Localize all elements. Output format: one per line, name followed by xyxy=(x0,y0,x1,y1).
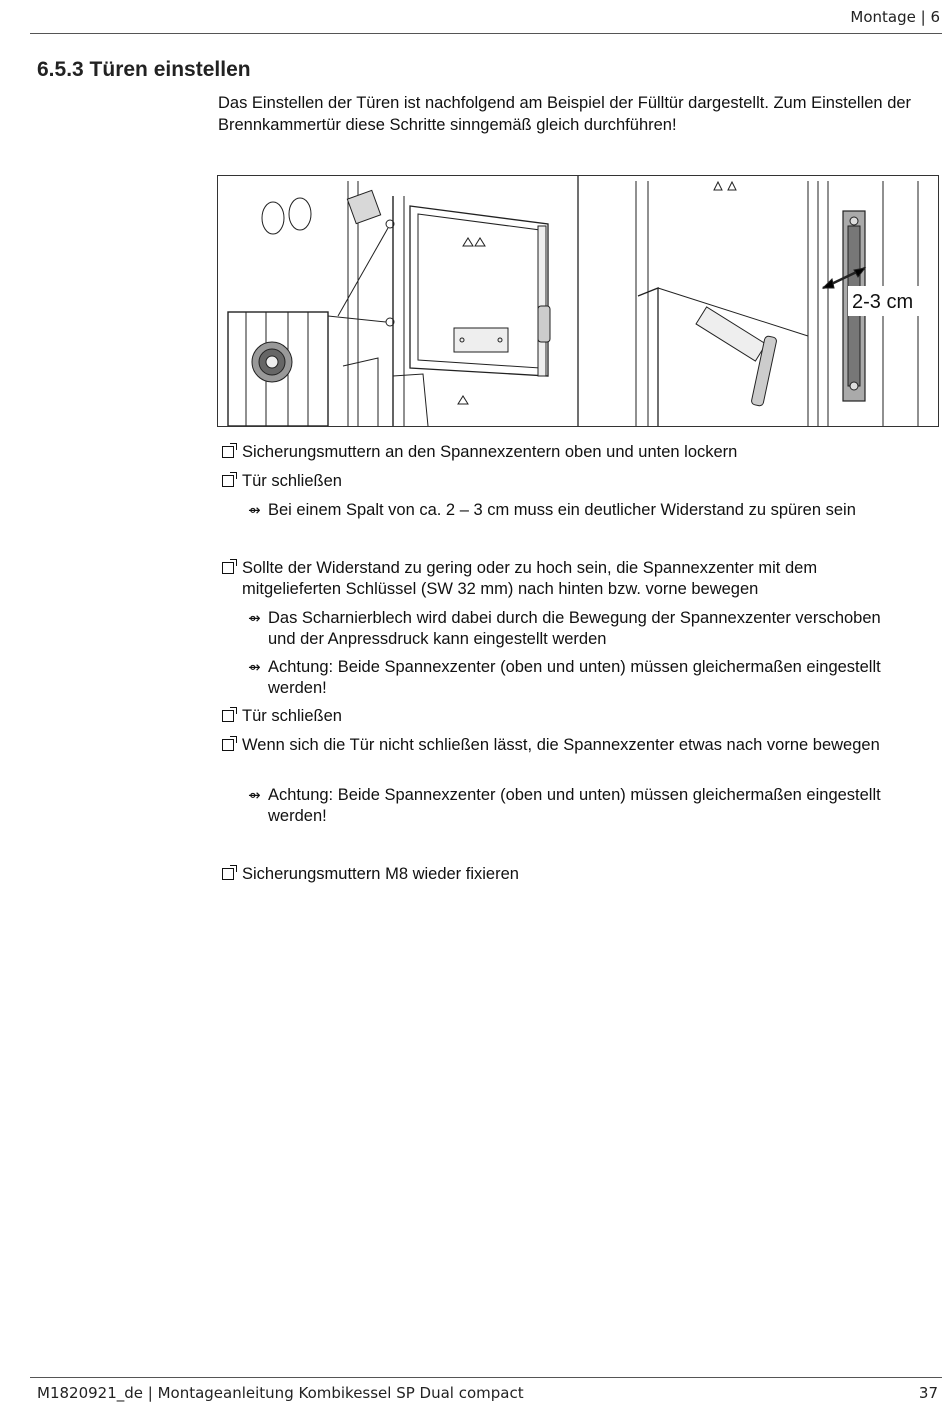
step-3-result-1 xyxy=(248,608,888,650)
step-3-result-1-text: Das Scharnierblech wird dabei durch die Bewegung der Spannexzenter verschoben und der Anpressdruck kann eingestellt werden xyxy=(268,609,881,648)
footer-page-number: 37 xyxy=(918,1384,938,1402)
header-divider xyxy=(30,33,942,34)
step-3-result-2 xyxy=(248,657,888,699)
checkbox-icon xyxy=(222,739,234,751)
step-1-text: Sicherungsmuttern an den Spannexzentern oben und unten lockern xyxy=(242,443,738,461)
step-5-text: Wenn sich die Tür nicht schließen lässt, die Spannexzenter etwas nach vorne bewegen xyxy=(242,736,880,754)
checkbox-icon xyxy=(222,710,234,722)
step-2-text: Tür schließen xyxy=(242,472,342,490)
checkbox-icon xyxy=(222,562,234,574)
footer-document: M1820921_de | Montageanleitung Kombikessel SP Dual compact xyxy=(37,1384,524,1402)
step-2 xyxy=(222,471,342,492)
step-3 xyxy=(222,558,912,600)
footer-divider xyxy=(30,1377,942,1378)
gap-label: 2-3 cm xyxy=(852,291,914,313)
step-5 xyxy=(222,735,912,756)
step-2-result-text: Bei einem Spalt von ca. 2 – 3 cm muss ein deutlicher Widerstand zu spüren sein xyxy=(268,501,856,519)
step-4 xyxy=(222,706,342,727)
step-2-result xyxy=(248,500,856,521)
section-title: 6.5.3 Türen einstellen xyxy=(37,58,251,81)
left-illustration xyxy=(228,176,578,426)
result-arrow-icon: ⇴ xyxy=(248,658,261,676)
step-3-text: Sollte der Widerstand zu gering oder zu hoch sein, die Spannexzenter mit dem mitgelieferten Schlüssel (SW 32 mm) nach hinten bzw. vorne bewegen xyxy=(242,559,818,598)
door-adjustment-figure xyxy=(217,175,939,427)
checkbox-icon xyxy=(222,446,234,458)
step-6-text: Sicherungsmuttern M8 wieder fixieren xyxy=(242,865,519,883)
step-3-result-2-text: Achtung: Beide Spannexzenter (oben und unten) müssen gleichermaßen eingestellt werden! xyxy=(268,658,881,697)
header-chapter: Montage | 6 xyxy=(850,8,940,26)
result-arrow-icon: ⇴ xyxy=(248,609,261,627)
intro-text: Das Einstellen der Türen ist nachfolgend am Beispiel der Fülltür dargestellt. Zum Einstellen der Brennkammertür diese Schritte sinngemäß gleich durchführen! xyxy=(218,94,912,134)
step-5-result-text: Achtung: Beide Spannexzenter (oben und unten) müssen gleichermaßen eingestellt werden! xyxy=(268,786,881,825)
result-arrow-icon: ⇴ xyxy=(248,786,261,804)
step-5-result xyxy=(248,785,888,827)
checkbox-icon xyxy=(222,868,234,880)
right-illustration xyxy=(636,181,928,426)
result-arrow-icon: ⇴ xyxy=(248,501,261,519)
checkbox-icon xyxy=(222,475,234,487)
step-4-text: Tür schließen xyxy=(242,707,342,725)
step-6 xyxy=(222,864,519,885)
step-1 xyxy=(222,442,737,463)
